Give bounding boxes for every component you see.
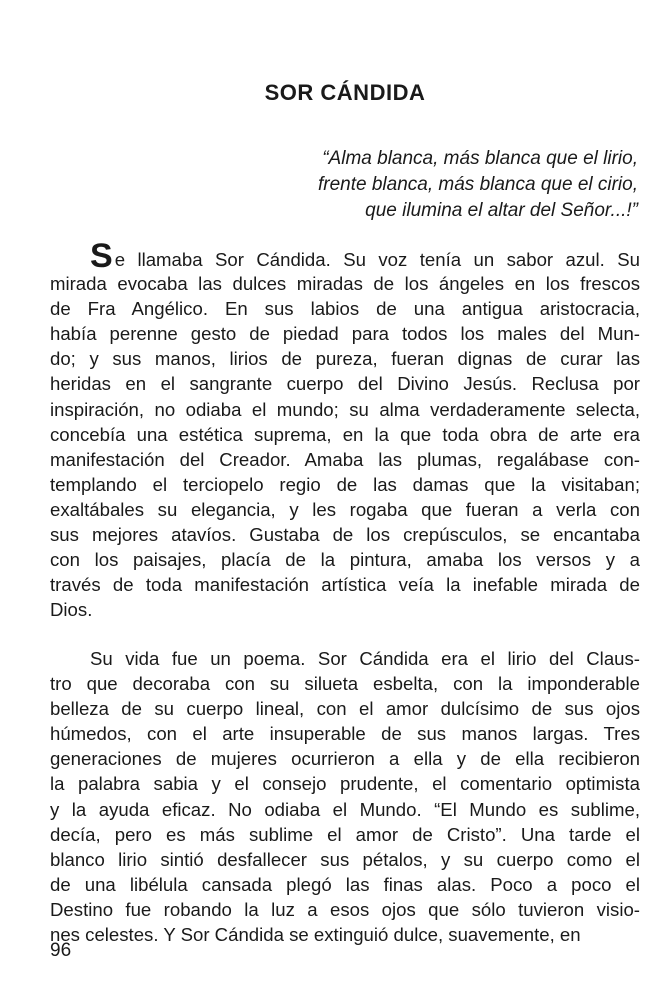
text-line-content: e llamaba Sor Cándida. Su voz tenía un sabor azul. Su [114, 249, 640, 270]
text-line [50, 397, 640, 422]
text-line [50, 671, 640, 696]
text-line [50, 771, 640, 796]
text-line-content: con los paisajes, placía de la pintura, amaba los versos y a [50, 549, 640, 571]
text-line-content: templando el terciopelo regio de las damas que la visitaban; [50, 473, 640, 495]
text-line-content: la palabra sabia y el consejo prudente, el comentario optimista [50, 773, 640, 795]
text-line-content: de una libélula cansada plegó las finas alas. Poco a poco el [50, 873, 640, 895]
text-line [50, 472, 640, 497]
page-number: 96 [50, 940, 72, 961]
text-line-content: belleza de su cuerpo lineal, con el amor dulcísimo de sus ojos [50, 698, 640, 720]
text-line [50, 271, 640, 296]
text-line [50, 597, 640, 622]
text-line-content: y la ayuda eficaz. No odiaba el Mundo. “El Mundo es sublime, [50, 798, 640, 820]
text-line-content: generaciones de mujeres ocurrieron a ella y de ella recibieron [50, 748, 640, 770]
epigraph-line: “Alma blanca, más blanca que el lirio, [322, 148, 638, 169]
text-line [50, 547, 640, 572]
text-line [50, 797, 640, 822]
text-line-content: nes celestes. Y Sor Cándida se extinguió dulce, suavemente, en [50, 924, 581, 946]
text-line [50, 696, 640, 721]
text-line-content: mirada evocaba las dulces miradas de los ángeles en los frescos [50, 273, 640, 295]
chapter-title: SOR CÁNDIDA [264, 80, 426, 105]
text-line-content: inspiración, no odiaba el mundo; su alma verdaderamente selecta, [50, 398, 640, 420]
epigraph-line: que ilumina el altar del Señor...!” [365, 200, 638, 221]
text-line-content: manifestación del Creador. Amaba las plumas, regalábase con- [50, 448, 640, 470]
paragraph-1 [50, 237, 640, 622]
text-line [50, 872, 640, 897]
text-line [50, 721, 640, 746]
text-line [50, 847, 640, 872]
paragraph-2 [50, 646, 640, 947]
text-line [50, 897, 640, 922]
text-line-content: través de toda manifestación artística veía la inefable mirada de [50, 574, 640, 596]
text-line-content: decía, pero es más sublime el amor de Cristo”. Una tarde el [50, 823, 640, 845]
text-line [50, 522, 640, 547]
text-line [50, 746, 640, 771]
epigraph [318, 146, 638, 224]
text-line-content: Destino fue robando la luz a esos ojos que sólo tuvieron visio- [50, 898, 640, 920]
text-line [50, 296, 640, 321]
drop-cap: S [90, 237, 113, 275]
epigraph-line: frente blanca, más blanca que el cirio, [317, 174, 638, 195]
text-line-content: sus mejores atavíos. Gustaba de los crepúsculos, se encantaba [50, 524, 640, 546]
text-line-content: Su vida fue un poema. Sor Cándida era el lirio del Claus- [90, 648, 640, 669]
text-line-content: heridas en el sangrante cuerpo del Divino Jesús. Reclusa por [50, 373, 640, 395]
text-line [50, 497, 640, 522]
text-line [50, 447, 640, 472]
text-line-content: de Fra Angélico. En sus labios de una antigua aristocracia, [50, 298, 640, 320]
text-line-content: exaltábales su elegancia, y les rogaba que fueran a verla con [50, 498, 640, 520]
text-line-content: Dios. [50, 599, 93, 621]
text-line-content: blanco lirio sintió desfallecer sus pétalos, y su cuerpo como el [50, 848, 640, 870]
text-line [50, 371, 640, 396]
text-line [50, 321, 640, 346]
text-line-content: húmedos, con el arte insuperable de sus manos largas. Tres [50, 723, 640, 745]
text-line [50, 346, 640, 371]
text-line [50, 572, 640, 597]
text-line [50, 922, 640, 947]
text-line-content: do; y sus manos, lirios de pureza, fueran dignas de curar las [50, 348, 640, 370]
text-line [50, 422, 640, 447]
text-line [50, 822, 640, 847]
text-line [50, 646, 640, 671]
text-line-content: había perenne gesto de piedad para todos los males del Mun- [50, 323, 640, 345]
text-line [50, 237, 640, 275]
text-line-content: concebía una estética suprema, en la que toda obra de arte era [50, 423, 640, 445]
text-line-content: tro que decoraba con su silueta esbelta, con la imponderable [50, 673, 640, 695]
